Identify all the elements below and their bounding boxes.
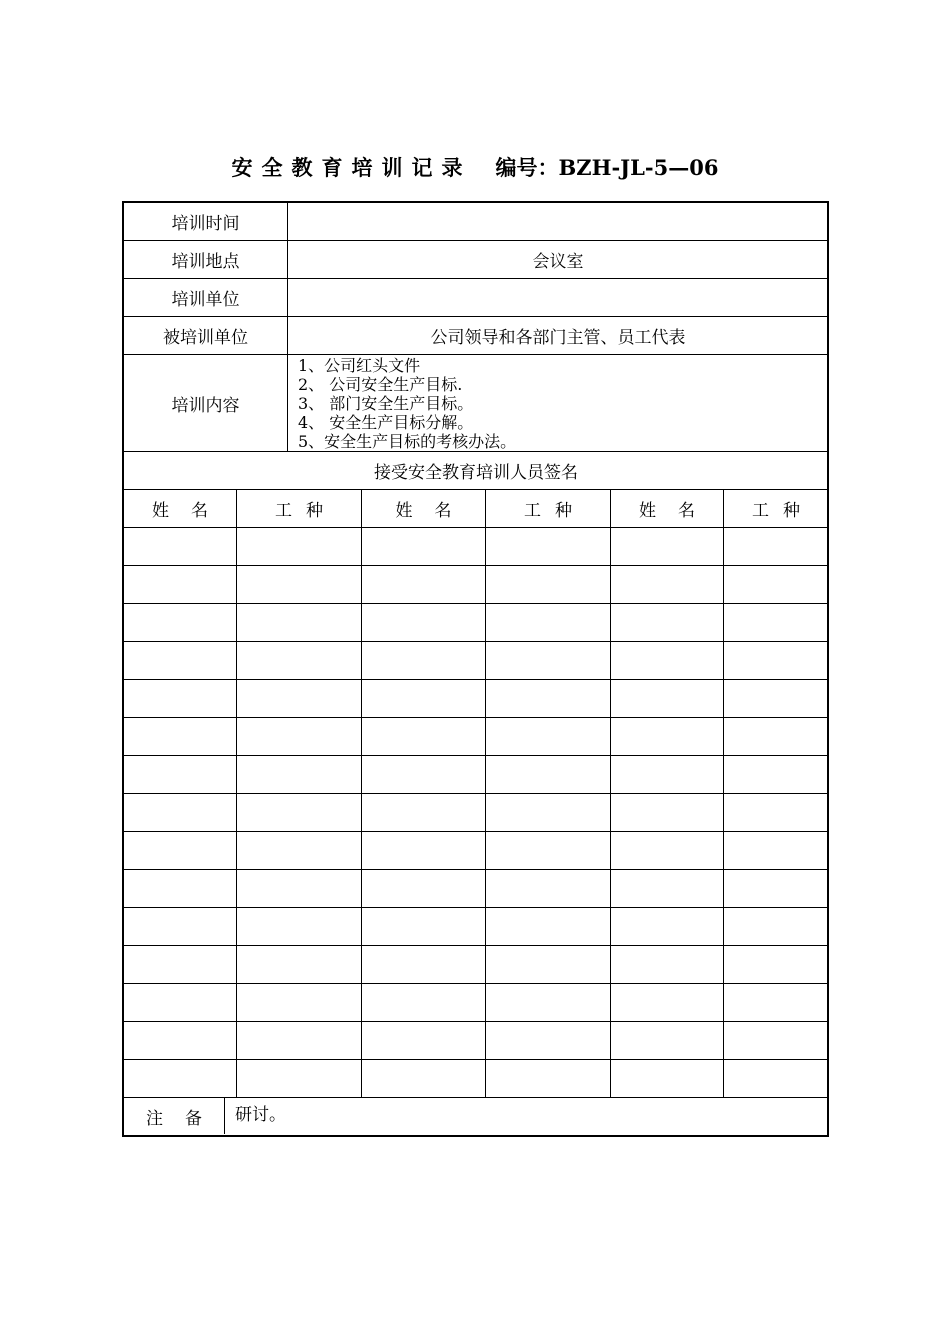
signature-job-cell[interactable] (237, 718, 362, 756)
field-label-trainee-unit: 被培训单位 (124, 317, 288, 355)
remark-label: 注备 (124, 1098, 225, 1134)
signature-job-cell[interactable] (237, 984, 362, 1022)
signature-job-cell[interactable] (486, 832, 611, 870)
signature-name-cell[interactable] (362, 566, 486, 604)
signature-job-cell[interactable] (486, 566, 611, 604)
signature-name-cell[interactable] (362, 718, 486, 756)
signature-job-cell[interactable] (724, 566, 828, 604)
signature-name-cell[interactable] (124, 604, 237, 642)
field-value-trainee-unit[interactable]: 公司领导和各部门主管、员工代表 (288, 317, 828, 355)
signature-job-cell[interactable] (237, 1060, 362, 1098)
remark-value[interactable]: 研讨。 (235, 1105, 286, 1125)
header-job: 工种 (237, 490, 362, 528)
signature-name-cell[interactable] (362, 528, 486, 566)
signature-job-cell[interactable] (237, 528, 362, 566)
signature-name-cell[interactable] (362, 642, 486, 680)
content-label: 培训内容 (124, 355, 288, 452)
signature-name-cell[interactable] (611, 984, 724, 1022)
signature-name-cell[interactable] (611, 946, 724, 984)
field-label-time: 培训时间 (124, 203, 288, 241)
signature-job-cell[interactable] (486, 642, 611, 680)
signature-name-cell[interactable] (124, 908, 237, 946)
signature-name-cell[interactable] (362, 832, 486, 870)
signature-job-cell[interactable] (237, 794, 362, 832)
signature-job-cell[interactable] (486, 604, 611, 642)
signature-name-cell[interactable] (362, 604, 486, 642)
header-job: 工种 (486, 490, 611, 528)
signature-name-cell[interactable] (362, 870, 486, 908)
field-label-location: 培训地点 (124, 241, 288, 279)
signature-job-cell[interactable] (724, 946, 828, 984)
signature-name-cell[interactable] (124, 566, 237, 604)
signature-name-cell[interactable] (611, 1060, 724, 1098)
header-job: 工种 (724, 490, 828, 528)
signature-job-cell[interactable] (724, 756, 828, 794)
content-item: 3、 部门安全生产目标。 (298, 394, 474, 413)
form-title-main: 安全教育培训记录 (231, 155, 472, 180)
signature-name-cell[interactable] (611, 718, 724, 756)
signature-job-cell[interactable] (486, 1022, 611, 1060)
signature-name-cell[interactable] (124, 718, 237, 756)
signature-job-cell[interactable] (724, 718, 828, 756)
signature-job-cell[interactable] (237, 604, 362, 642)
signature-section-title: 接受安全教育培训人员签名 (124, 452, 828, 490)
content-item: 4、 安全生产目标分解。 (298, 413, 474, 432)
signature-job-cell[interactable] (724, 1060, 828, 1098)
signature-name-cell[interactable] (611, 832, 724, 870)
signature-job-cell[interactable] (486, 908, 611, 946)
signature-name-cell[interactable] (362, 680, 486, 718)
signature-job-cell[interactable] (237, 642, 362, 680)
signature-job-cell[interactable] (724, 984, 828, 1022)
signature-name-cell[interactable] (124, 832, 237, 870)
signature-job-cell[interactable] (486, 794, 611, 832)
content-list[interactable] (288, 355, 828, 452)
signature-name-cell[interactable] (611, 604, 724, 642)
signature-name-cell[interactable] (611, 680, 724, 718)
signature-name-cell[interactable] (362, 908, 486, 946)
signature-name-cell[interactable] (124, 680, 237, 718)
signature-job-cell[interactable] (486, 984, 611, 1022)
field-value-unit[interactable] (288, 279, 828, 317)
signature-name-cell[interactable] (611, 566, 724, 604)
header-name: 姓名 (124, 490, 237, 528)
signature-name-cell[interactable] (611, 870, 724, 908)
signature-job-cell[interactable] (486, 718, 611, 756)
signature-name-cell[interactable] (362, 1022, 486, 1060)
signature-name-cell[interactable] (611, 528, 724, 566)
signature-job-cell[interactable] (486, 680, 611, 718)
field-label-unit: 培训单位 (124, 279, 288, 317)
signature-name-cell[interactable] (124, 642, 237, 680)
content-item: 1、公司红头文件 (298, 356, 421, 375)
header-name: 姓名 (362, 490, 486, 528)
signature-job-cell[interactable] (237, 756, 362, 794)
training-record-table (122, 201, 829, 1137)
signature-name-cell[interactable] (124, 756, 237, 794)
signature-job-cell[interactable] (237, 946, 362, 984)
signature-job-cell[interactable] (486, 946, 611, 984)
signature-name-cell[interactable] (611, 1022, 724, 1060)
signature-job-cell[interactable] (486, 756, 611, 794)
form-code: 编号：BZH-JL-5—06 (495, 155, 719, 180)
signature-job-cell[interactable] (724, 604, 828, 642)
signature-job-cell[interactable] (724, 832, 828, 870)
signature-name-cell[interactable] (124, 1060, 237, 1098)
signature-job-cell[interactable] (724, 528, 828, 566)
field-value-time[interactable] (288, 203, 828, 241)
signature-name-cell[interactable] (362, 984, 486, 1022)
content-item: 2、 公司安全生产目标. (298, 375, 463, 394)
signature-job-cell[interactable] (237, 870, 362, 908)
signature-job-cell[interactable] (237, 566, 362, 604)
signature-job-cell[interactable] (724, 870, 828, 908)
signature-job-cell[interactable] (724, 794, 828, 832)
signature-name-cell[interactable] (611, 908, 724, 946)
signature-name-cell[interactable] (362, 794, 486, 832)
field-value-location[interactable]: 会议室 (288, 241, 828, 279)
signature-job-cell[interactable] (724, 908, 828, 946)
signature-job-cell[interactable] (237, 908, 362, 946)
signature-name-cell[interactable] (362, 946, 486, 984)
signature-name-cell[interactable] (124, 946, 237, 984)
signature-name-cell[interactable] (124, 984, 237, 1022)
signature-name-cell[interactable] (124, 870, 237, 908)
signature-name-cell[interactable] (611, 642, 724, 680)
signature-job-cell[interactable] (724, 680, 828, 718)
signature-name-cell[interactable] (124, 528, 237, 566)
signature-job-cell[interactable] (486, 1060, 611, 1098)
signature-name-cell[interactable] (611, 756, 724, 794)
form-title (0, 152, 950, 182)
signature-name-cell[interactable] (362, 1060, 486, 1098)
signature-name-cell[interactable] (124, 1022, 237, 1060)
signature-job-cell[interactable] (237, 1022, 362, 1060)
signature-job-cell[interactable] (486, 870, 611, 908)
signature-job-cell[interactable] (237, 832, 362, 870)
signature-job-cell[interactable] (237, 680, 362, 718)
header-name: 姓名 (611, 490, 724, 528)
signature-job-cell[interactable] (486, 528, 611, 566)
signature-job-cell[interactable] (724, 642, 828, 680)
signature-name-cell[interactable] (611, 794, 724, 832)
signature-job-cell[interactable] (724, 1022, 828, 1060)
signature-name-cell[interactable] (124, 794, 237, 832)
content-item: 5、安全生产目标的考核办法。 (298, 432, 517, 451)
signature-name-cell[interactable] (362, 756, 486, 794)
